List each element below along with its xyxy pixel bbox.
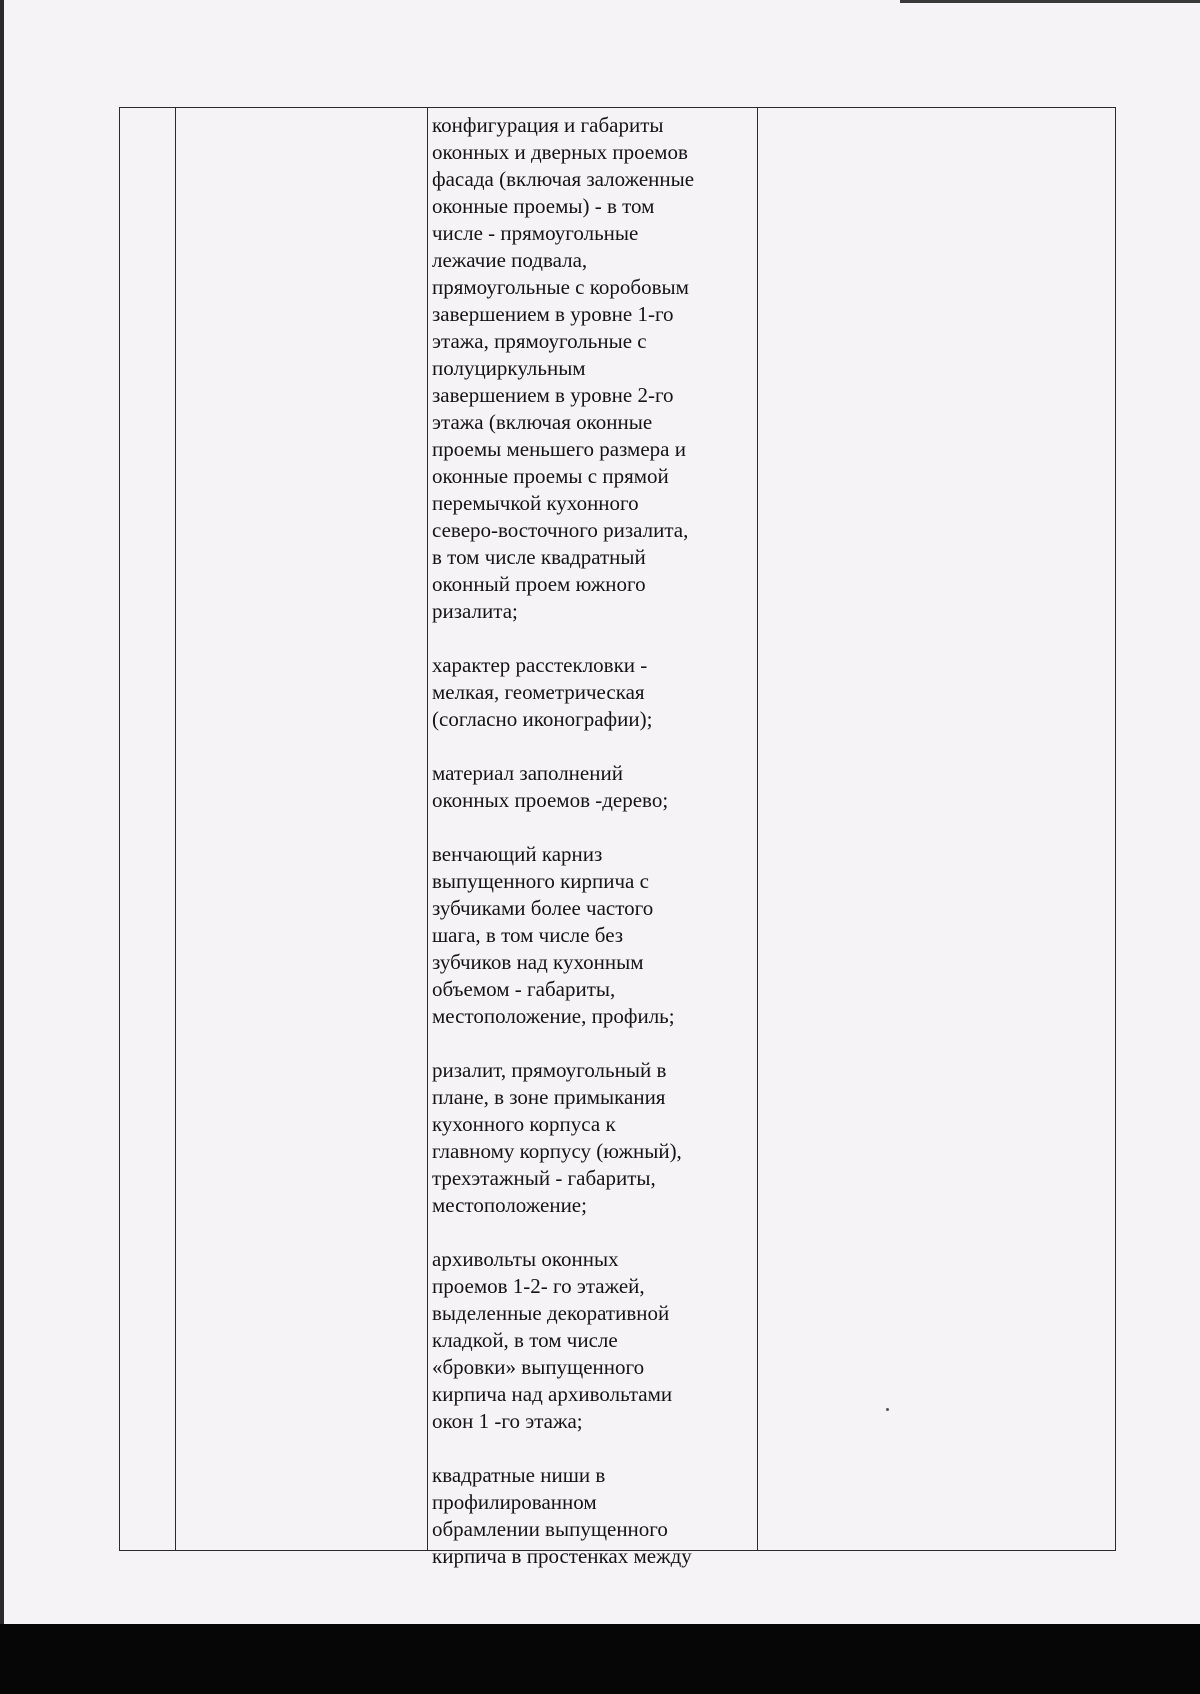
column-divider-1 <box>175 108 176 1550</box>
paragraph-risalit: ризалит, прямоугольный в плане, в зоне примыкания кухонного корпуса к главному корпусу (южный), трехэтажный - габариты, местоположение; <box>432 1058 682 1217</box>
column-divider-2 <box>427 108 428 1550</box>
paragraph-archivolts: архивольты оконных проемов 1-2- го этажей, выделенные декоративной кладкой, в том числе «бровки» выпущенного кирпича над архивольтами окон 1 -го этажа; <box>432 1247 673 1433</box>
scan-left-edge <box>0 0 4 1694</box>
document-table <box>119 107 1116 1568</box>
scan-top-edge <box>900 0 1200 3</box>
paragraph-square-niches: квадратные ниши в профилированном обрамлении выпущенного кирпича в простенках между <box>432 1463 692 1568</box>
paragraph-glazing-character: характер расстекловки - мелкая, геометрическая (согласно иконографии); <box>432 653 653 731</box>
column-divider-3 <box>757 108 758 1550</box>
paragraph-crowning-cornice: венчающий карниз выпущенного кирпича с зубчиками более частого шага, в том числе без зубчиков над кухонным объемом - габариты, местоположение, профиль; <box>432 842 675 1028</box>
scan-bottom-band <box>0 1624 1200 1694</box>
table-cell-protected-features <box>432 112 750 1570</box>
paragraph-openings-configuration: конфигурация и габариты оконных и дверных проемов фасада (включая заложенные оконные проемы) - в том числе - прямоугольные лежачие подвала, прямоугольные с коробовым завершением в уровне 1-го этажа, прямоугольные с полуциркульным завершением в уровне 2-го этажа (включая оконные проемы меньшего размера и оконные проемы с прямой перемычкой кухонного северо-восточного ризалита, в том числе квадратный оконный проем южного ризалита; <box>432 113 695 623</box>
scan-speck <box>886 1408 889 1411</box>
paragraph-window-fill-material: материал заполнений оконных проемов -дерево; <box>432 761 669 812</box>
